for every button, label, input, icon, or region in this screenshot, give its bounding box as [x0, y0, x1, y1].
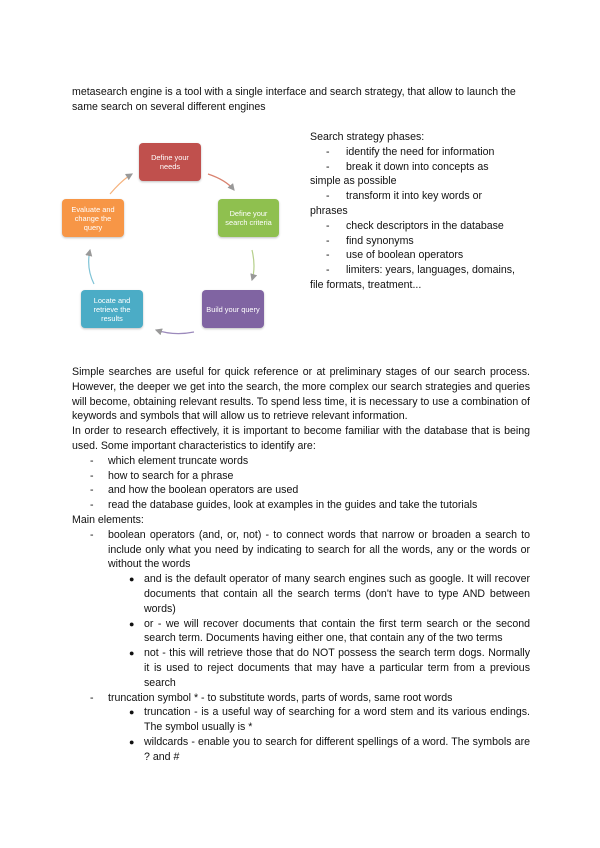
characteristic-item: [72, 454, 530, 469]
phase-text: transform it into key words or: [346, 190, 482, 203]
phase-item: [310, 219, 535, 234]
phases-list: [310, 145, 535, 293]
phase-continuation: phrases: [310, 204, 348, 217]
search-phases: [310, 130, 535, 293]
boolean-bullet: [72, 617, 530, 647]
node-evaluate-query: Evaluate and change the query: [62, 199, 124, 237]
phase-item: [310, 189, 535, 219]
dash-marker: -: [90, 499, 94, 512]
phase-text: use of boolean operators: [346, 249, 464, 262]
paragraph-research-effectively: In order to research effectively, it is important to become familiar with the database that is being used. Some important characteristics to identify are:: [72, 425, 530, 452]
characteristic-item: [72, 483, 530, 498]
truncation-bullet-text: truncation - is a useful way of searching for a word stem and its various endings. The symbol usually is *: [144, 706, 530, 734]
main-body: [72, 365, 530, 765]
dash-marker: -: [326, 264, 330, 277]
boolean-bullet-text: not - this will retrieve those that do NOT possess the search term dogs. Normally it is used to reject documents that may have a particular term from a previous search: [144, 647, 530, 689]
phase-line: [310, 234, 535, 249]
phase-text: break it down into concepts as: [346, 160, 489, 173]
dash-marker: -: [326, 219, 330, 232]
phase-line: [310, 189, 535, 204]
arrow-define-to-criteria: [208, 174, 234, 190]
truncation-bullets: [72, 705, 530, 764]
phase-line: [310, 263, 535, 278]
truncation-text: truncation symbol * - to substitute words, parts of words, same root words: [108, 691, 453, 704]
characteristic-text: how to search for a phrase: [108, 469, 234, 482]
dash-marker: -: [90, 454, 94, 467]
node-build-query: Build your query: [202, 290, 264, 328]
dash-marker: -: [90, 484, 94, 497]
characteristic-text: which element truncate words: [108, 454, 249, 467]
boolean-bullet: [72, 646, 530, 690]
dash-marker: -: [326, 249, 330, 262]
phase-text: find synonyms: [346, 234, 414, 247]
truncation-item: [72, 691, 530, 706]
truncation-bullet: [72, 705, 530, 735]
characteristics-list: [72, 454, 530, 513]
arrow-evaluate-to-define: [110, 174, 132, 194]
boolean-operators-item: [72, 528, 530, 572]
boolean-operators-text: boolean operators (and, or, not) - to connect words that narrow or broaden a search to include only what you need by indicating to search for all the words, any or the words or without the words: [108, 528, 530, 571]
phase-line: [310, 160, 535, 175]
dash-marker: -: [90, 528, 94, 541]
boolean-bullet: [72, 572, 530, 616]
phase-continuation: simple as possible: [310, 175, 397, 188]
paragraph-simple-searches: Simple searches are useful for quick reference or at preliminary stages of our search process. However, the deeper we get into the search, the more complex our search strategies and queries will become, obtaining relevant results. To spend less time, it is necessary to use a combination of keywords and symbols that will allow us to retrieve relevant information.: [72, 366, 530, 423]
phase-line: [310, 219, 535, 234]
dash-marker: -: [90, 469, 94, 482]
phase-line: [310, 248, 535, 263]
intro-paragraph: metasearch engine is a tool with a single interface and search strategy, that allow to launch the same search on several different engines: [72, 86, 516, 113]
boolean-bullet-text: and is the default operator of many search engines such as google. It will recover documents that contain all the search terms (don't have to type AND between words): [144, 573, 530, 615]
main-elements-title: Main elements:: [72, 513, 144, 526]
boolean-bullet-text: or - we will recover documents that contain the first term search or the second search term. Documents having either one, that contain any of the two terms: [144, 617, 530, 645]
phase-continuation: file formats, treatment...: [310, 278, 422, 291]
characteristic-item: [72, 469, 530, 484]
truncation-bullet: [72, 735, 530, 765]
node-define-criteria: Define your search criteria: [218, 199, 279, 237]
node-define-needs: Define your needs: [139, 143, 201, 181]
arrow-build-to-locate: [156, 330, 194, 334]
phase-item: [310, 263, 535, 293]
bullet-marker: ●: [129, 648, 135, 659]
phase-line: [310, 145, 535, 160]
phase-text: check descriptors in the database: [346, 219, 504, 232]
phases-title: Search strategy phases:: [310, 131, 425, 143]
phase-text: identify the need for information: [346, 145, 495, 158]
dash-marker: -: [326, 190, 330, 203]
phase-item: [310, 160, 535, 190]
phase-item: [310, 234, 535, 249]
search-cycle-diagram: [56, 132, 288, 342]
dash-marker: -: [326, 145, 330, 158]
bullet-marker: ●: [129, 618, 135, 629]
node-locate-results: Locate and retrieve the results: [81, 290, 143, 328]
characteristic-text: read the database guides, look at examples in the guides and take the tutorials: [108, 499, 478, 512]
dash-marker: -: [326, 234, 330, 247]
phase-item: [310, 145, 535, 160]
boolean-bullets: [72, 572, 530, 690]
dash-marker: -: [326, 160, 330, 173]
characteristic-text: and how the boolean operators are used: [108, 484, 299, 497]
dash-marker: -: [90, 691, 94, 704]
phase-item: [310, 248, 535, 263]
truncation-bullet-text: wildcards - enable you to search for different spellings of a word. The symbols are ? and #: [144, 735, 530, 763]
bullet-marker: ●: [129, 574, 135, 585]
bullet-marker: ●: [129, 707, 135, 718]
arrow-criteria-to-build: [252, 250, 254, 280]
characteristic-item: [72, 498, 530, 513]
arrow-locate-to-evaluate: [89, 250, 94, 284]
bullet-marker: ●: [129, 736, 135, 747]
phase-text: limiters: years, languages, domains,: [346, 264, 515, 277]
